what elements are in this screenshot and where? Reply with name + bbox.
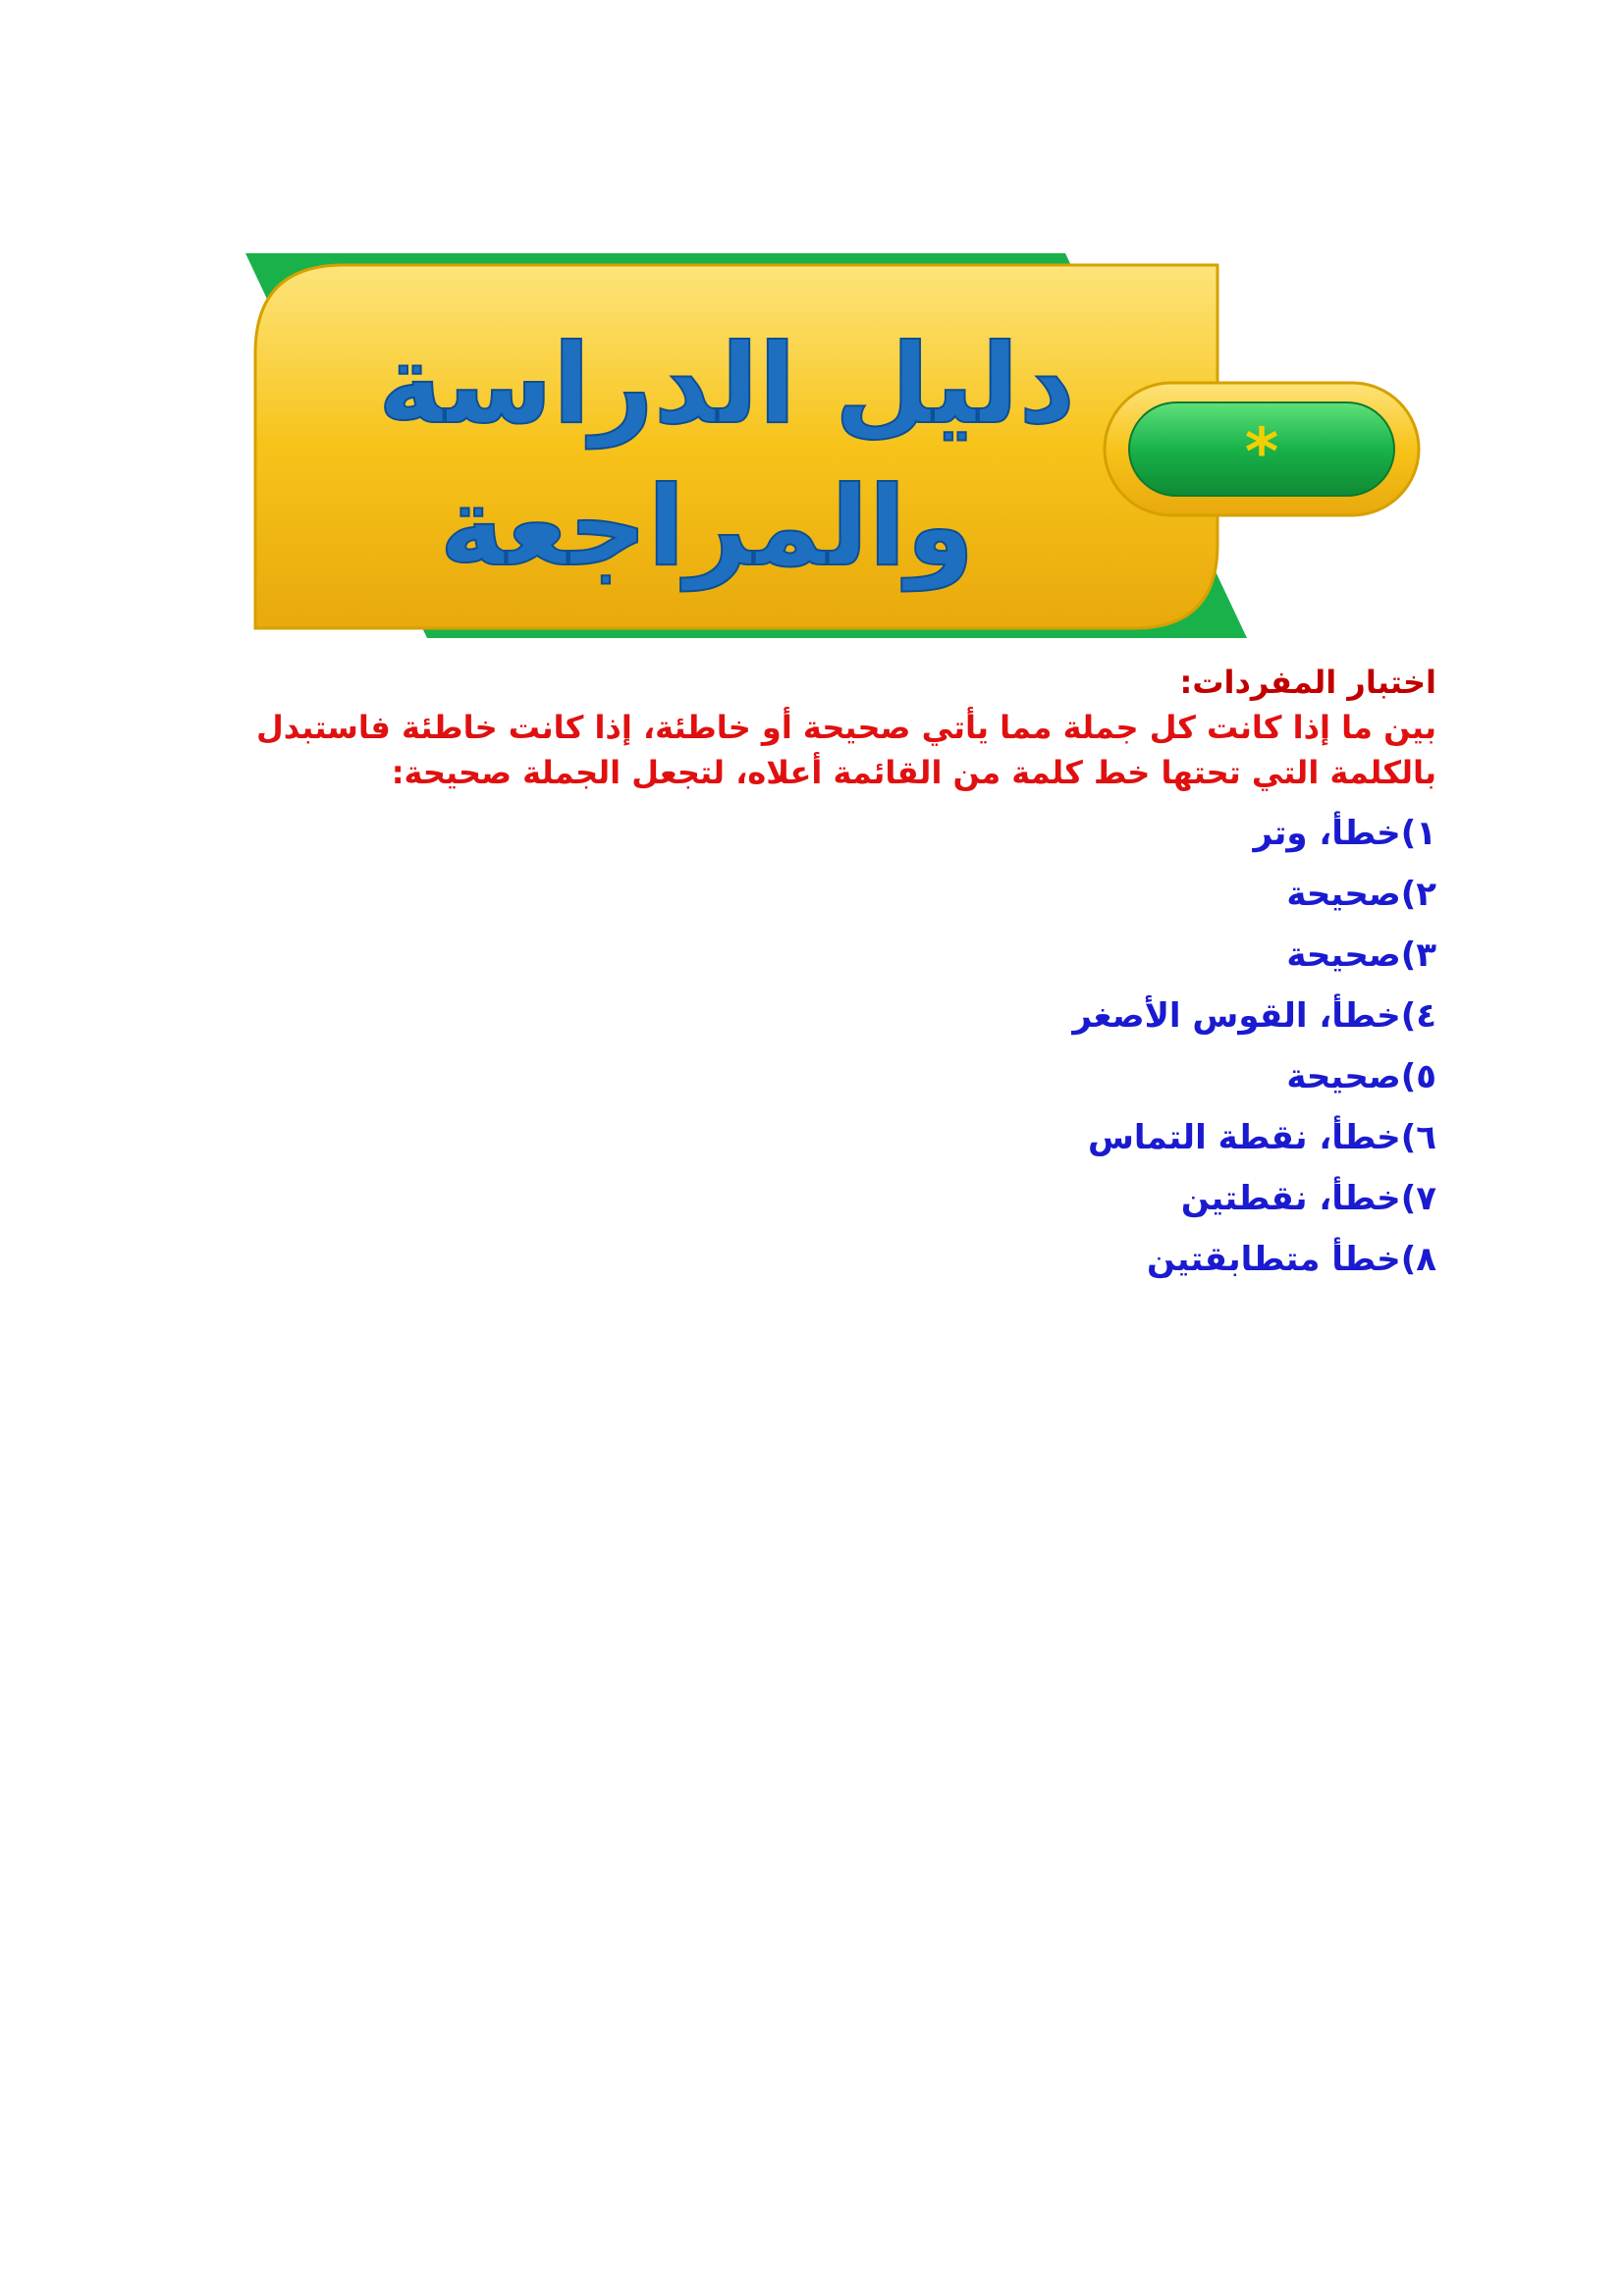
section-instructions: بين ما إذا كانت كل جملة مما يأتي صحيحة أو خاطئة، إذا كانت خاطئة فاستبدل بالكلمة التي تحتها خط كلمة من القائمة أعلاه، لتجعل الجملة صحيحة: [256, 709, 1436, 791]
answer-number: ٣ [1416, 935, 1436, 975]
title-banner [236, 245, 1434, 648]
star-mark: * [1244, 414, 1279, 490]
answer-number: ١ [1416, 814, 1436, 853]
answer-text: صحيحة [1286, 935, 1401, 975]
answer-number: ٧ [1416, 1179, 1436, 1218]
answer-paren: ) [1400, 875, 1417, 914]
answer-item [160, 1107, 1436, 1168]
answer-list [160, 803, 1436, 1290]
answer-paren: ) [1400, 1057, 1417, 1096]
answer-number: ٤ [1416, 996, 1436, 1036]
answer-text: خطأ، وتر [1253, 814, 1401, 853]
answer-paren: ) [1400, 1240, 1417, 1279]
banner-title-line2: والمراجعة [439, 463, 975, 591]
answer-text: صحيحة [1286, 875, 1401, 914]
answer-text: خطأ، نقطتين [1180, 1179, 1401, 1218]
banner-title-line1: دليل الدراسة [377, 321, 1076, 449]
answer-number: ٨ [1416, 1240, 1436, 1279]
answer-item [160, 803, 1436, 864]
answer-item [160, 864, 1436, 925]
answer-item [160, 986, 1436, 1046]
answer-paren: ) [1400, 996, 1417, 1036]
answer-paren: ) [1400, 935, 1417, 975]
section-heading: اختبار المفردات: [1179, 664, 1436, 701]
answer-text: خطأ، نقطة التماس [1087, 1118, 1401, 1157]
answer-item [160, 1229, 1436, 1290]
answer-paren: ) [1400, 1179, 1417, 1218]
answer-item [160, 1168, 1436, 1229]
answer-text: صحيحة [1286, 1057, 1401, 1096]
answer-number: ٢ [1416, 875, 1436, 914]
answer-text: خطأ متطابقتين [1147, 1240, 1401, 1279]
exercise-content [160, 660, 1436, 1290]
answer-item [160, 925, 1436, 986]
answer-paren: ) [1400, 814, 1417, 853]
answer-number: ٦ [1416, 1118, 1436, 1157]
answer-item [160, 1046, 1436, 1107]
answer-paren: ) [1400, 1118, 1417, 1157]
answer-text: خطأ، القوس الأصغر [1072, 996, 1401, 1036]
answer-number: ٥ [1416, 1057, 1436, 1096]
